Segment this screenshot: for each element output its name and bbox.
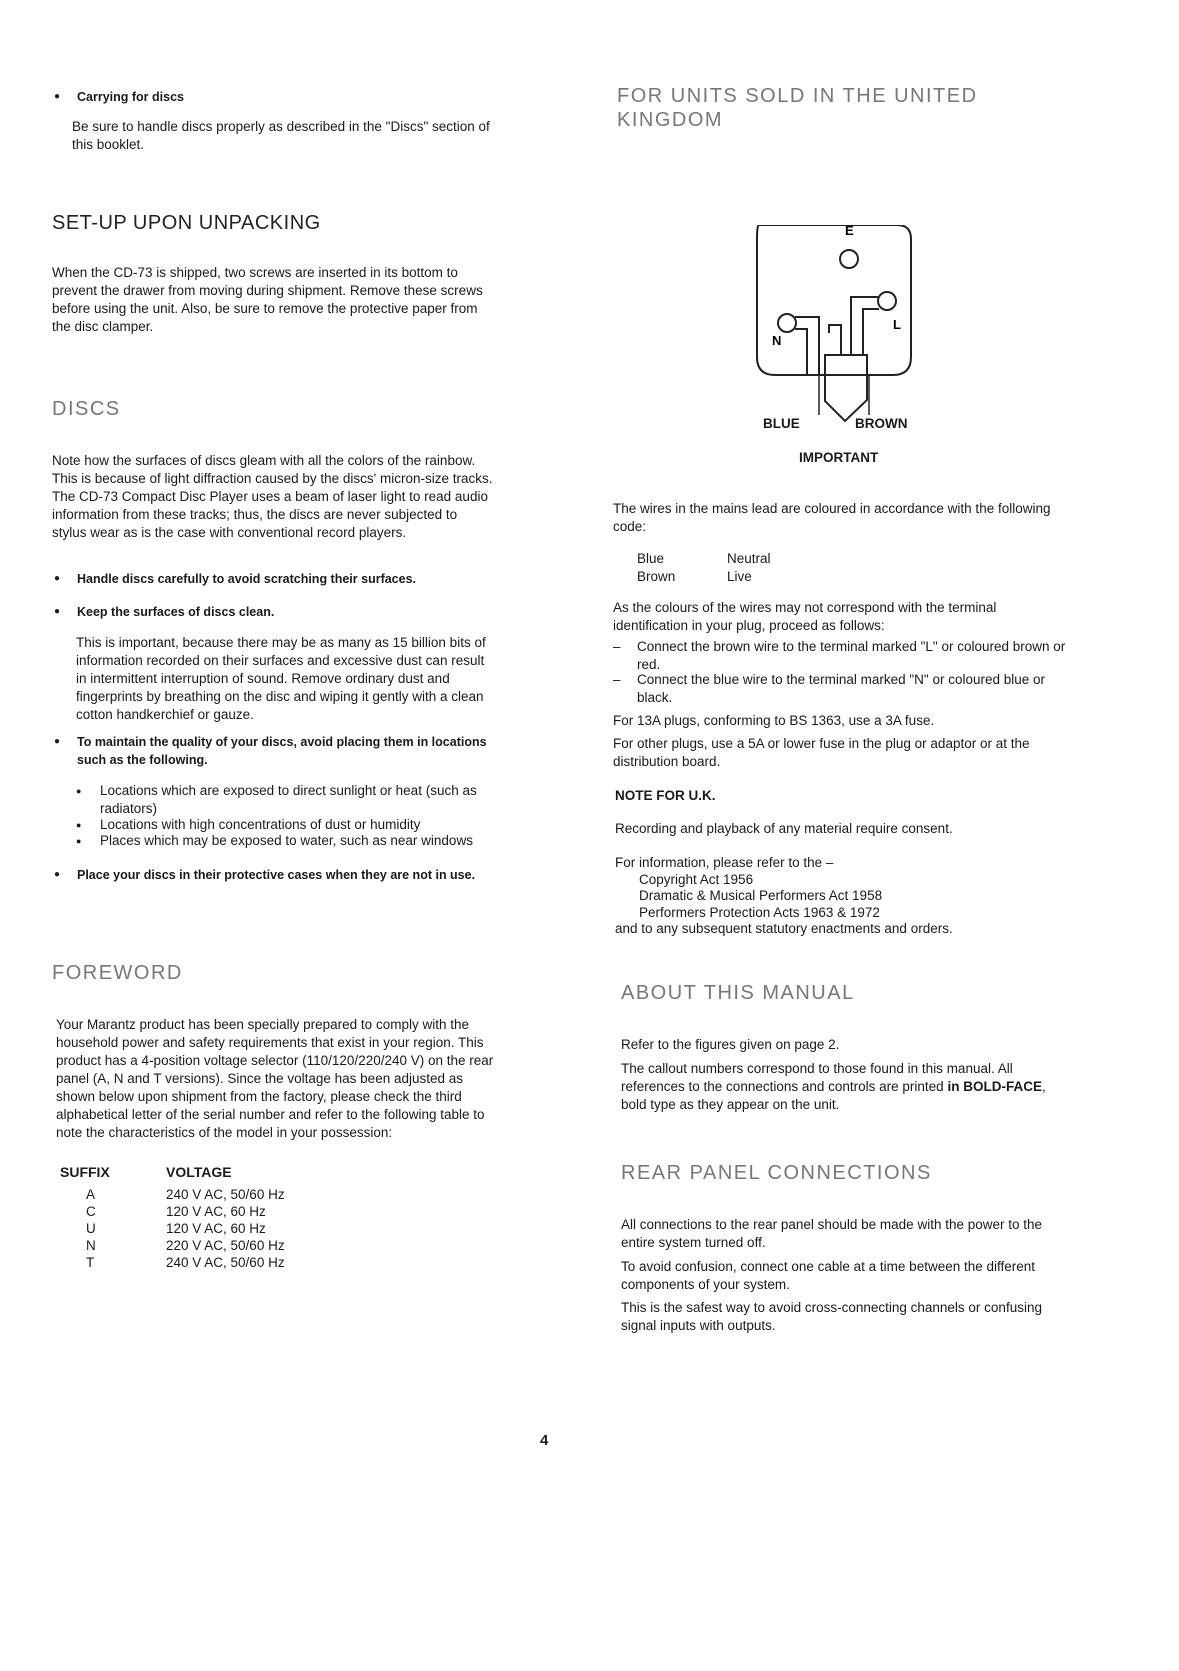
carrying-bullet: ● Carrying for discs xyxy=(52,88,517,106)
suffix-cell: N xyxy=(86,1238,96,1253)
suffix-cell: C xyxy=(86,1204,96,1219)
setup-text: When the CD-73 is shipped, two screws are inserted in its bottom to prevent the drawer from moving during shipment. Remove these screws before using the unit. Also, be sure to remove the protective paper from the disc clamper. xyxy=(52,265,483,334)
manual-text-2a: The callout numbers correspond to those found in this manual. All references to the connections and controls are printed xyxy=(621,1061,1013,1094)
suffix-cell: A xyxy=(86,1187,96,1202)
plugs-13a-text: For 13A plugs, conforming to BS 1363, use a 3A fuse. xyxy=(613,713,935,728)
wire-code-table xyxy=(637,550,771,586)
plugs-other-text: For other plugs, use a 5A or lower fuse in the plug or adaptor or at the distribution board. xyxy=(613,736,1030,769)
table-row xyxy=(60,1186,285,1203)
blue-wire-inner xyxy=(795,329,807,375)
table-row xyxy=(60,1203,285,1220)
wires-text: The wires in the mains lead are coloured in accordance with the following code: xyxy=(613,501,1051,534)
important-label: IMPORTANT xyxy=(799,450,879,465)
label-e: E xyxy=(845,225,854,238)
location-item: ● Places which may be exposed to water, such as near windows xyxy=(74,832,520,850)
note-uk-label: NOTE FOR U.K. xyxy=(615,788,716,803)
plug-diagram xyxy=(747,225,947,435)
earth-wire xyxy=(829,325,841,355)
voltage-table xyxy=(60,1164,285,1271)
foreword-heading: FOREWORD xyxy=(52,962,183,984)
bullet-cases: ● Place your discs in their protective cases when they are not in use. xyxy=(52,866,497,884)
wire-meaning: Live xyxy=(727,569,752,584)
discs-text: Note how the surfaces of discs gleam with all the colors of the rainbow. This is because of light diffraction caused by the discs' micron-size tracks. The CD-73 Compact Disc Player uses a beam of laser light to read audio information from these tracks; thus, the discs are never subjected to stylus wear as is the case with conventional record players. xyxy=(52,453,493,540)
act-item: Dramatic & Musical Performers Act 1958 xyxy=(639,888,883,903)
connect-item: – Connect the brown wire to the terminal marked "L" or coloured brown or red. xyxy=(613,638,1067,674)
brown-wire xyxy=(851,297,878,355)
neutral-terminal xyxy=(778,314,796,332)
manual-heading: ABOUT THIS MANUAL xyxy=(621,982,855,1004)
table-row xyxy=(60,1254,285,1271)
uk-heading: FOR UNITS SOLD IN THE UNITED KINGDOM xyxy=(617,85,978,131)
page-number: 4 xyxy=(540,1432,549,1449)
rear-text-1: All connections to the rear panel should be made with the power to the entire system turned off. xyxy=(621,1217,1043,1250)
suffix-header: SUFFIX xyxy=(60,1164,110,1180)
table-row xyxy=(60,1220,285,1237)
wire-colour: Brown xyxy=(637,569,676,584)
voltage-cell: 240 V AC, 50/60 Hz xyxy=(166,1255,285,1270)
wire-colour: Blue xyxy=(637,551,665,566)
label-l: L xyxy=(893,317,901,332)
manual-text-2-bold: in BOLD-FACE xyxy=(947,1079,1042,1094)
plug-outline xyxy=(757,225,911,375)
wire-meaning: Neutral xyxy=(727,551,771,566)
voltage-cell: 220 V AC, 50/60 Hz xyxy=(166,1238,285,1253)
voltage-cell: 120 V AC, 60 Hz xyxy=(166,1204,266,1219)
manual-text-2 xyxy=(621,1060,1067,1114)
discs-heading: DISCS xyxy=(52,398,121,420)
location-item: ● Locations which are exposed to direct sunlight or heat (such as radiators) xyxy=(74,782,520,818)
earth-terminal xyxy=(840,250,858,268)
bullet-clean: ● Keep the surfaces of discs clean. xyxy=(52,603,497,621)
clean-text: This is important, because there may be as many as 15 billion bits of information recorded on their surfaces and excessive dust can result in intermittent interruption of sound. Remove ordinary dust and fingerprints by breathing on the disc and wiping it gently with a clean cotton handkerchief or gauze. xyxy=(76,635,486,722)
rear-heading: REAR PANEL CONNECTIONS xyxy=(621,1162,932,1184)
act-item: Performers Protection Acts 1963 & 1972 xyxy=(639,905,880,920)
suffix-cell: T xyxy=(86,1255,95,1270)
setup-heading: SET-UP UPON UNPACKING xyxy=(52,212,321,234)
rear-text-3: This is the safest way to avoid cross-connecting channels or confusing signal inputs with outputs. xyxy=(621,1300,1042,1333)
act-item: Copyright Act 1956 xyxy=(639,872,754,887)
table-header-row xyxy=(60,1164,285,1186)
rear-text-2: To avoid confusion, connect one cable at a time between the different components of your system. xyxy=(621,1259,1036,1292)
recording-text: Recording and playback of any material require consent. xyxy=(615,821,953,836)
voltage-cell: 120 V AC, 60 Hz xyxy=(166,1221,266,1236)
label-brown: BROWN xyxy=(855,416,908,431)
bullet-quality: ● To maintain the quality of your discs, avoid placing them in locations such as the following. xyxy=(52,733,497,769)
label-blue: BLUE xyxy=(763,416,800,431)
live-terminal xyxy=(878,292,896,310)
location-item: ● Locations with high concentrations of dust or humidity xyxy=(74,816,520,834)
manual-text-1: Refer to the figures given on page 2. xyxy=(621,1037,840,1052)
label-n: N xyxy=(772,333,782,348)
foreword-text: Your Marantz product has been specially prepared to comply with the household power and safety requirements that exist in your region. This product has a 4-position voltage selector (110/120/220/240 V) on the rear panel (A, N and T versions). Since the voltage has been adjusted as shown below upon shipment from the factory, please check the third alphabetical letter of the serial number and refer to the following table to note the characteristics of the model in your possession: xyxy=(56,1017,494,1140)
info-intro: For information, please refer to the – xyxy=(615,855,834,870)
brown-wire-inner xyxy=(863,309,879,355)
voltage-cell: 240 V AC, 50/60 Hz xyxy=(166,1187,285,1202)
table-row xyxy=(637,550,771,568)
info-outro: and to any subsequent statutory enactments and orders. xyxy=(615,921,953,936)
colours-text: As the colours of the wires may not correspond with the terminal identification in your plug, proceed as follows: xyxy=(613,600,997,633)
carrying-text: Be sure to handle discs properly as described in the "Discs" section of this booklet. xyxy=(72,119,490,152)
table-row xyxy=(60,1237,285,1254)
suffix-cell: U xyxy=(86,1221,96,1236)
table-row xyxy=(637,568,771,586)
cable-sleeve xyxy=(825,355,867,421)
voltage-header: VOLTAGE xyxy=(166,1164,232,1180)
bullet-handle: ● Handle discs carefully to avoid scratching their surfaces. xyxy=(52,570,497,588)
manual-text-2b: , bold type as they appear on the unit. xyxy=(621,1079,1046,1112)
connect-item: – Connect the blue wire to the terminal marked "N" or coloured blue or black. xyxy=(613,671,1067,707)
